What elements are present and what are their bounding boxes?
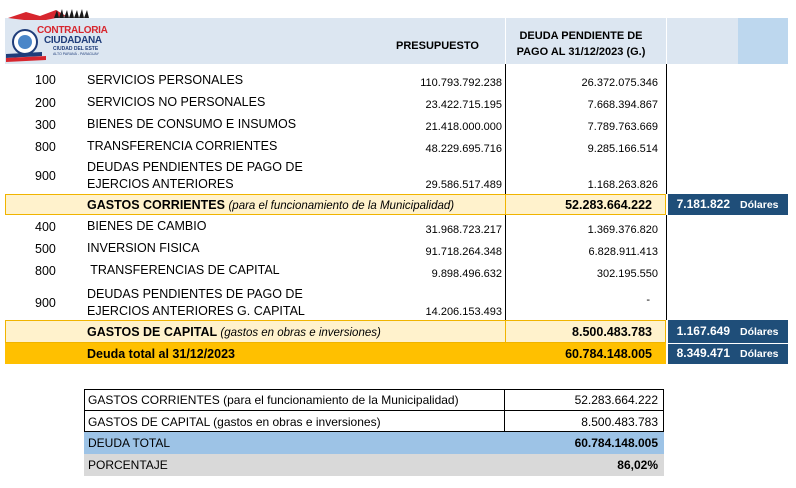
summary-4-label: PORCENTAJE [88,458,168,472]
row-a3-deuda: 7.789.763.669 [587,121,658,133]
row-b3-deuda: 302.195.550 [596,268,658,280]
deuda-total-currency: Dólares [740,348,779,360]
summary-4-value: 86,02% [617,458,658,472]
row-a4-code: 800 [35,140,56,154]
row-a2-desc: SERVICIOS NO PERSONALES [87,95,266,109]
row-a2-code: 200 [35,96,56,110]
gastos-corrientes-title: GASTOS CORRIENTES [87,198,225,212]
summary-1-label: GASTOS CORRIENTES (para el funcionamiento de la Municipalidad) [88,393,459,407]
row-b2-desc: INVERSION FISICA [87,241,200,255]
row-a4-desc: TRANSFERENCIA CORRIENTES [87,139,278,153]
row-b4-desc-line2: EJERCIOS ANTERIORES G. CAPITAL [87,304,305,318]
deuda-total-usd: 8.349.471 [668,346,730,360]
summary-3-label: DEUDA TOTAL [88,436,171,450]
row-a2-presupuesto: 23.422.715.195 [425,99,502,111]
header-deuda-line2: PAGO AL 31/12/2023 (G.) [516,46,646,58]
row-a3-desc: BIENES DE CONSUMO E INSUMOS [87,117,297,131]
row-a4-presupuesto: 48.229.695.716 [425,143,502,155]
header-presupuesto: PRESUPUESTO [396,40,479,52]
row-b3-code: 800 [35,264,56,278]
row-b4-presupuesto: 14.206.153.493 [425,306,502,318]
row-a5-presupuesto: 29.586.517.489 [425,179,502,191]
gastos-capital-note: (gastos en obras e inversiones) [220,327,381,339]
deuda-total-label: Deuda total al 31/12/2023 [87,347,235,361]
row-a1-desc: SERVICIOS PERSONALES [87,73,244,87]
row-b3-presupuesto: 9.898.496.632 [431,268,502,280]
row-b1-code: 400 [35,220,56,234]
header-deuda-line1: DEUDA PENDIENTE DE [519,30,643,42]
row-a5-code: 900 [35,169,56,183]
row-b4-deuda: - [646,294,650,306]
gastos-capital-usd: 1.167.649 [668,324,730,338]
summary-3-value: 60.784.148.005 [574,436,658,450]
gastos-corrientes-deuda: 52.283.664.222 [565,198,652,212]
row-b4-code: 900 [35,296,56,310]
gastos-corrientes-usd: 7.181.822 [668,197,730,211]
row-a3-code: 300 [35,118,56,132]
contraloria-logo [6,8,116,64]
row-b2-presupuesto: 91.718.264.348 [425,246,502,258]
row-b2-deuda: 6.828.911.413 [588,246,658,258]
row-a3-presupuesto: 21.418.000.000 [425,121,502,133]
logo-line3: CIUDAD DEL ESTE [53,46,99,52]
row-a1-deuda: 26.372.075.346 [581,77,658,89]
row-b1-presupuesto: 31.968.723.217 [425,224,502,236]
row-a1-presupuesto: 110.793.792.238 [420,77,502,89]
logo-line2: CIUDADANA [44,35,102,46]
row-a5-desc-line1: DEUDAS PENDIENTES DE PAGO DE [87,160,303,174]
summary-table [84,389,664,479]
row-b4-desc-line1: DEUDAS PENDIENTES DE PAGO DE [87,287,303,301]
summary-2-label: GASTOS DE CAPITAL (gastos en obras e inversiones) [88,415,381,429]
gastos-corrientes-note: (para el funcionamiento de la Municipalidad) [228,200,455,212]
gastos-corrientes-currency: Dólares [740,199,779,211]
row-a2-deuda: 7.668.394.867 [587,99,658,111]
summary-1-value: 52.283.664.222 [574,393,658,407]
row-a5-deuda: 1.168.263.826 [587,179,658,191]
row-a4-deuda: 9.285.166.514 [587,143,658,155]
row-b1-deuda: 1.369.376.820 [587,224,658,236]
deuda-total-deuda: 60.784.148.005 [565,347,652,361]
row-a1-code: 100 [35,73,56,87]
row-a5-desc-line2: EJERCIOS ANTERIORES [87,177,234,191]
logo-line4: ALTO PARANÁ - PARAGUAY [53,52,99,56]
gastos-capital-label [87,325,381,339]
gastos-capital-title: GASTOS DE CAPITAL [87,325,217,339]
summary-2-value: 8.500.483.783 [581,415,658,429]
gastos-capital-deuda: 8.500.483.783 [572,325,652,339]
row-b3-desc: TRANSFERENCIAS DE CAPITAL [87,263,280,277]
row-b1-desc: BIENES DE CAMBIO [87,219,207,233]
gastos-corrientes-label [87,198,454,212]
gastos-capital-currency: Dólares [740,326,779,338]
header-band-right [738,18,788,64]
logo-line1: CONTRALORIA [37,25,108,36]
row-b2-code: 500 [35,242,56,256]
